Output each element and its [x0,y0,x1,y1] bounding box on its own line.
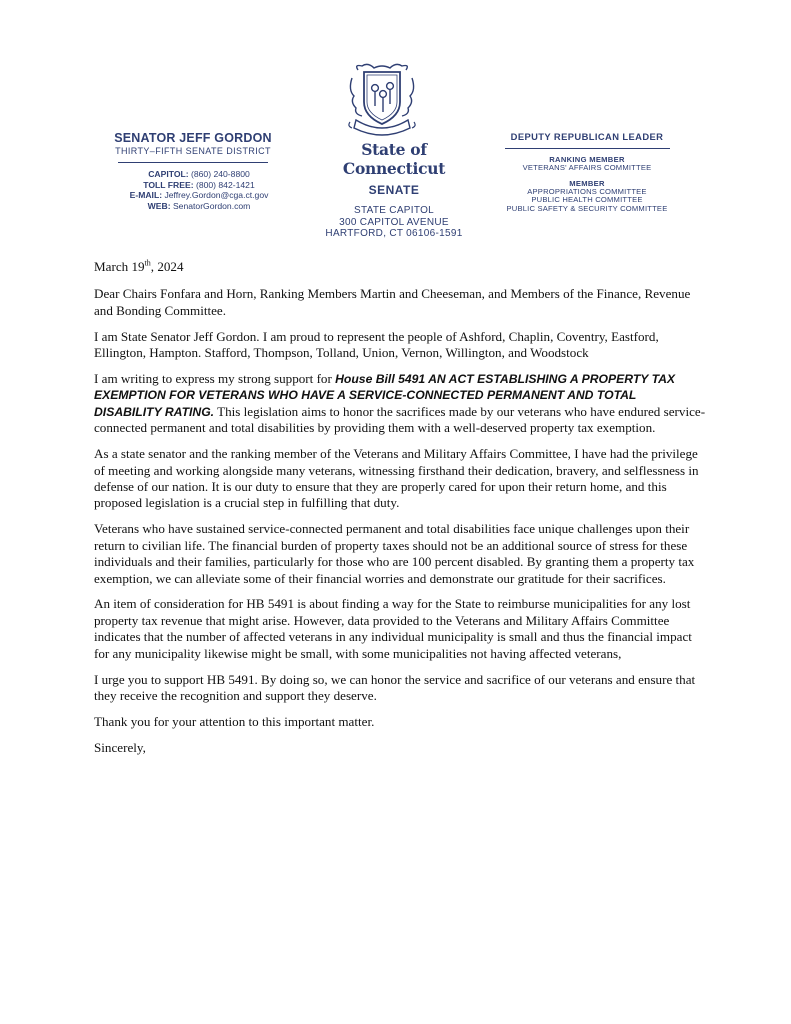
web-label: WEB: [147,200,171,211]
thanks-paragraph: Thank you for your attention to this important matter. [94,713,375,729]
email-address: Jeffrey.Gordon@cga.ct.gov [164,190,269,201]
address-line-2: 300 CAPITOL AVENUE [339,216,449,228]
member-committee: PUBLIC SAFETY & SECURITY COMMITTEE [506,203,668,213]
toll-free-label: TOLL FREE: [143,179,194,190]
state-seal-icon [346,62,418,140]
state-letterhead-block [308,140,480,240]
capitol-address [308,205,480,240]
senator-letterhead-block [100,131,286,211]
address-line-3: HARTFORD, CT 06106-1591 [325,228,463,239]
leadership-title: DEPUTY REPUBLICAN LEADER [510,131,664,142]
urge-paragraph: I urge you to support HB 5491. By doing so, we can honor the service and sacrifice of our veterans and ensure that they receive the recognition and support they deserve. [94,671,696,703]
bill-title: House Bill 5491 AN ACT ESTABLISHING A PROPERTY TAX EXEMPTION FOR VETERANS WHO HAVE A SERVICE-CONNECTED PERMANENT AND TOTAL DISABILITY RATING. [94,372,676,419]
letter-body [94,259,706,766]
support-paragraph: I am writing to express my strong support for House Bill 5491 AN ACT ESTABLISHING A PROPERTY TAX EXEMPTION FOR VETERANS WHO HAVE A SERVICE-CONNECTED PERMANENT AND TOTAL DISABILITY RATING. This legislation aims to honor the sacrifices made by our veterans who have endured service-connected permanent and total disabilities by providing them with a well-deserved property tax exemption. [94,371,706,436]
ranking-member-header: RANKING MEMBER [549,155,625,164]
ranking-committee: VETERANS' AFFAIRS COMMITTEE [522,163,652,172]
senate-district: THIRTY–FIFTH SENATE DISTRICT [115,146,271,156]
divider [505,148,670,149]
senator-name: SENATOR JEFF GORDON [114,131,272,145]
role-paragraph: As a state senator and the ranking member of the Veterans and Military Affairs Committee, I have had the privilege of meeting and working alongside many veterans, witnessing firsthand their dedication, bravery, and selflessness in defense of our nation. It is our duty to ensure that they are properly cared for upon their return home, and this proposed legislation is a crucial step in fulfilling that duty. [94,446,699,511]
salutation: Dear Chairs Fonfara and Horn, Ranking Members Martin and Cheeseman, and Members of the Finance, Revenue and Bonding Committee. [94,286,691,318]
email-label: E-MAIL: [129,190,163,201]
intro-paragraph: I am State Senator Jeff Gordon. I am proud to represent the people of Ashford, Chaplin, Coventry, Eastford, Ellington, Hampton. Stafford, Thompson, Tolland, Union, Vernon, Willington, and Woodstock [94,328,659,361]
contact-info [112,169,286,211]
member-committee: PUBLIC HEALTH COMMITTEE [531,195,643,205]
letter-date: March 19th, 2024 [94,258,184,274]
member-committee: APPROPRIATIONS COMMITTEE [527,186,647,196]
capitol-phone-label: CAPITOL: [148,169,189,179]
state-name: State of Connecticut [342,140,446,178]
divider [118,162,268,163]
closing: Sincerely, [94,739,146,755]
committee-block [497,131,677,213]
chamber-name: SENATE [368,183,420,197]
member-header: MEMBER [569,178,605,188]
consideration-paragraph: An item of consideration for HB 5491 is about finding a way for the State to reimburse municipalities for any lost property tax revenue that might arise. However, data provided to the Veterans and Military Affairs Committee indicates that the number of affected veterans in any individual municipality is small and thus the financial impact for any municipality likewise might be small, with some municipalities not having affected veterans, [94,596,692,661]
burden-paragraph: Veterans who have sustained service-connected permanent and total disabilities face unique challenges upon their return to civilian life. The financial burden of property taxes should not be an additional source of stress for these individuals and their families, particularly for those who are 100 percent disabled. By granting them a property tax exemption, we can alleviate some of their financial worries and demonstrate our gratitude for their sacrifices. [94,521,695,586]
address-line-1: STATE CAPITOL [353,205,435,216]
capitol-phone: (860) 240-8800 [191,169,250,179]
website: SenatorGordon.com [172,200,251,211]
toll-free-phone: (800) 842-1421 [195,179,255,190]
